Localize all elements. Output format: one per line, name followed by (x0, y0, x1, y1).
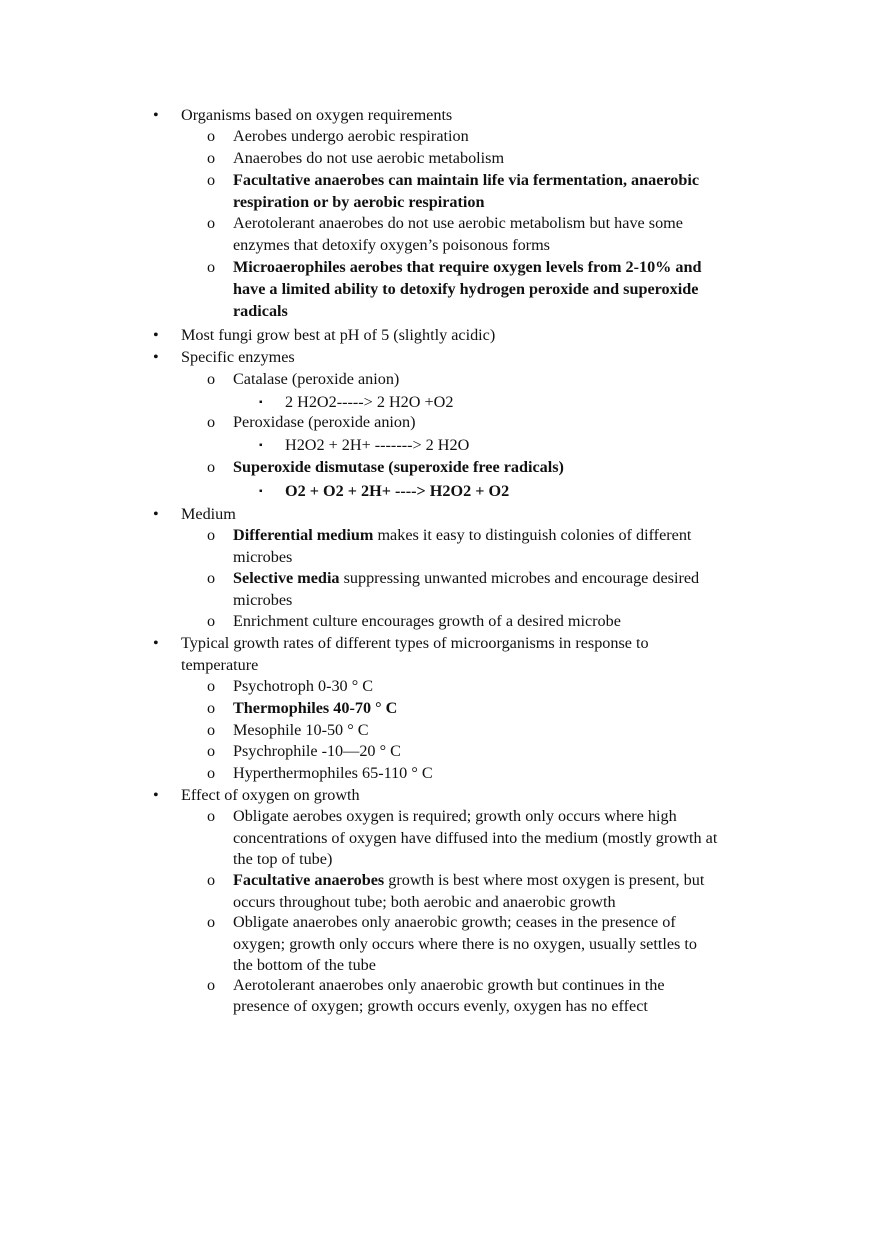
circle-marker: o (207, 871, 216, 889)
list-item-text: microbes (233, 548, 293, 566)
list-item-text: Most fungi grow best at pH of 5 (slightly acidic) (181, 326, 496, 344)
circle-marker: o (207, 976, 216, 994)
list-item-text: respiration or by aerobic respiration (233, 193, 485, 211)
circle-marker: o (207, 721, 216, 739)
list-item-text: Anaerobes do not use aerobic metabolism (233, 149, 505, 167)
list-item-text: the top of tube) (233, 850, 333, 868)
square-marker: ▪ (259, 440, 263, 451)
definition: suppressing unwanted microbes and encourage desired (339, 569, 700, 587)
circle-marker: o (207, 677, 216, 695)
list-item-text: Mesophile 10-50 ° C (233, 721, 369, 739)
square-marker: ▪ (259, 486, 263, 497)
list-item-text (233, 870, 704, 892)
circle-marker: o (207, 742, 216, 760)
list-item-text: Typical growth rates of different types of microorganisms in response to (181, 634, 649, 652)
circle-marker: o (207, 913, 216, 931)
circle-marker: o (207, 612, 216, 630)
term: Selective media (233, 569, 340, 587)
list-item-text: Catalase (peroxide anion) (233, 370, 400, 388)
bullet-marker: • (153, 348, 159, 366)
list-item-text: Superoxide dismutase (superoxide free radicals) (233, 458, 564, 476)
circle-marker: o (207, 526, 216, 544)
bullet-marker: • (153, 505, 159, 523)
circle-marker: o (207, 258, 216, 276)
list-item-text: Medium (181, 505, 236, 523)
list-item-text: occurs throughout tube; both aerobic and anaerobic growth (233, 893, 616, 911)
bullet-marker: • (153, 106, 159, 124)
bullet-marker: • (153, 786, 159, 804)
definition: makes it easy to distinguish colonies of different (373, 526, 692, 544)
list-item-text: Enrichment culture encourages growth of a desired microbe (233, 612, 621, 630)
list-item-text: Aerobes undergo aerobic respiration (233, 127, 469, 145)
circle-marker: o (207, 370, 216, 388)
list-item-text: Peroxidase (peroxide anion) (233, 413, 416, 431)
list-item-text: Psychrophile -10—20 ° C (233, 742, 401, 760)
circle-marker: o (207, 764, 216, 782)
list-item-text: radicals (233, 302, 288, 320)
bullet-marker: • (153, 326, 159, 344)
square-marker: ▪ (259, 397, 263, 408)
bullet-marker: • (153, 634, 159, 652)
list-item-text: Thermophiles 40-70 ° C (233, 699, 398, 717)
circle-marker: o (207, 458, 216, 476)
list-item-text: oxygen; growth only occurs where there is no oxygen, usually settles to (233, 935, 697, 953)
list-item-text: temperature (181, 656, 259, 674)
equation-text: 2 H2O2-----> 2 H2O +O2 (285, 393, 454, 411)
circle-marker: o (207, 127, 216, 145)
circle-marker: o (207, 149, 216, 167)
list-item-text (233, 525, 691, 547)
circle-marker: o (207, 807, 216, 825)
term: Facultative anaerobes (233, 871, 385, 889)
term: Differential medium (233, 526, 374, 544)
list-item-text: concentrations of oxygen have diffused into the medium (mostly growth at (233, 829, 718, 847)
circle-marker: o (207, 171, 216, 189)
list-item-text: Obligate aerobes oxygen is required; growth only occurs where high (233, 807, 677, 825)
circle-marker: o (207, 214, 216, 232)
list-item-text (233, 568, 699, 590)
list-item-text: microbes (233, 591, 293, 609)
equation-text: H2O2 + 2H+ -------> 2 H2O (285, 436, 470, 454)
list-item-text: Facultative anaerobes can maintain life via fermentation, anaerobic (233, 171, 700, 189)
circle-marker: o (207, 569, 216, 587)
list-item-text: Obligate anaerobes only anaerobic growth; ceases in the presence of (233, 913, 676, 931)
list-item-text: Effect of oxygen on growth (181, 786, 360, 804)
list-item-text: Hyperthermophiles 65-110 ° C (233, 764, 433, 782)
list-item-text: the bottom of the tube (233, 956, 376, 974)
list-item-text: have a limited ability to detoxify hydrogen peroxide and superoxide (233, 280, 699, 298)
list-item-text: Aerotolerant anaerobes do not use aerobic metabolism but have some (233, 214, 683, 232)
circle-marker: o (207, 699, 216, 717)
list-item-text: presence of oxygen; growth occurs evenly, oxygen has no effect (233, 997, 648, 1015)
list-item-text: enzymes that detoxify oxygen’s poisonous forms (233, 236, 550, 254)
list-item-text: Specific enzymes (181, 348, 295, 366)
circle-marker: o (207, 413, 216, 431)
equation-text: O2 + O2 + 2H+ ----> H2O2 + O2 (285, 482, 510, 500)
list-item-text: Aerotolerant anaerobes only anaerobic growth but continues in the (233, 976, 665, 994)
list-item-text: Microaerophiles aerobes that require oxygen levels from 2-10% and (233, 258, 702, 276)
list-item-text: Psychotroph 0-30 ° C (233, 677, 374, 695)
definition: growth is best where most oxygen is present, but (384, 871, 705, 889)
list-item-text: Organisms based on oxygen requirements (181, 106, 453, 124)
